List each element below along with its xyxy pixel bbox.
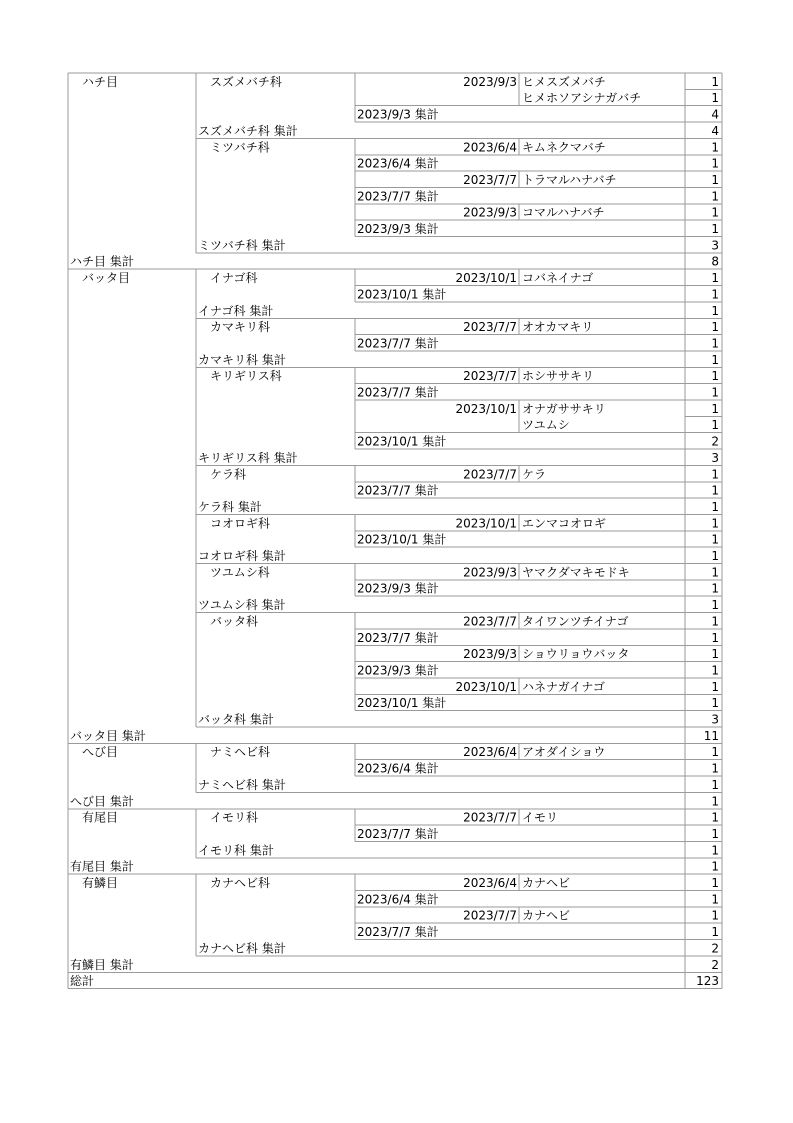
record-count: 1	[711, 91, 719, 106]
date-subtotal-label: 2023/7/7 集計	[357, 630, 439, 645]
family-total-count: 1	[711, 549, 719, 563]
record-count: 1	[711, 745, 719, 760]
date-subtotal-label: 2023/7/7 集計	[357, 189, 439, 204]
record-count: 1	[711, 679, 719, 694]
family-name: ミツバチ科	[210, 140, 270, 155]
family-name: スズメバチ科	[210, 74, 282, 89]
record-count: 1	[711, 876, 719, 890]
species-name: トラマルハナバチ	[522, 172, 617, 187]
family-name: コオロギ科	[210, 516, 271, 531]
order-total-count: 1	[711, 859, 719, 874]
date-subtotal-count: 1	[711, 663, 719, 678]
record-count: 1	[711, 810, 719, 825]
record-date: 2023/7/7	[463, 172, 517, 187]
record-date: 2023/6/4	[463, 745, 517, 760]
record-date: 2023/7/7	[463, 369, 517, 384]
record-date: 2023/10/1	[455, 679, 517, 694]
species-name: ヒメスズメバチ	[522, 74, 606, 89]
record-date: 2023/9/3	[463, 74, 517, 89]
order-total-label: 有鱗目 集計	[70, 957, 134, 972]
species-name: オオカマキリ	[522, 320, 594, 335]
species-name: エンマコオロギ	[522, 516, 607, 531]
date-subtotal-count: 1	[711, 761, 719, 776]
order-name: ハチ目	[82, 74, 119, 89]
record-count: 1	[711, 614, 719, 629]
date-subtotal-count: 1	[711, 581, 719, 596]
family-total-label: イナゴ科 集計	[198, 303, 274, 318]
date-subtotal-label: 2023/7/7 集計	[357, 925, 439, 940]
record-date: 2023/10/1	[455, 516, 517, 531]
family-name: イモリ科	[210, 810, 259, 825]
family-name: バッタ科	[210, 614, 259, 629]
order-name: へび目	[82, 745, 119, 760]
family-total-label: ツユムシ科 集計	[198, 598, 286, 613]
date-subtotal-label: 2023/7/7 集計	[357, 336, 439, 351]
family-name: カナヘビ科	[210, 876, 271, 890]
family-total-count: 1	[711, 843, 719, 858]
date-subtotal-label: 2023/9/3 集計	[357, 107, 439, 122]
record-date: 2023/9/3	[463, 205, 517, 220]
family-name: カマキリ科	[210, 320, 271, 335]
record-date: 2023/9/3	[463, 565, 517, 580]
family-total-label: ケラ科 集計	[198, 499, 262, 514]
family-name: ナミヘビ科	[210, 745, 271, 760]
species-name: ハネナガイナゴ	[522, 679, 605, 694]
record-date: 2023/9/3	[463, 647, 517, 662]
record-count: 1	[711, 369, 719, 384]
record-date: 2023/10/1	[455, 271, 517, 286]
species-name: ショウリョウバッタ	[522, 647, 630, 662]
order-total-label: へび目 集計	[70, 794, 134, 809]
family-total-count: 2	[711, 941, 719, 956]
family-total-label: キリギリス科 集計	[198, 450, 298, 465]
order-name: バッタ目	[82, 271, 131, 286]
date-subtotal-count: 1	[711, 336, 719, 351]
family-total-label: スズメバチ科 集計	[198, 123, 298, 138]
species-name: カナヘビ	[522, 876, 571, 890]
order-total-label: ハチ目 集計	[70, 254, 134, 269]
family-total-count: 3	[711, 712, 719, 727]
family-total-count: 3	[711, 238, 719, 253]
date-subtotal-label: 2023/10/1 集計	[357, 532, 447, 547]
record-count: 1	[711, 320, 719, 335]
record-date: 2023/10/1	[455, 401, 517, 416]
family-total-label: イモリ科 集計	[198, 843, 274, 858]
record-date: 2023/7/7	[463, 614, 517, 629]
date-subtotal-count: 1	[711, 696, 719, 711]
family-total-count: 3	[711, 450, 719, 465]
date-subtotal-label: 2023/9/3 集計	[357, 581, 439, 596]
order-total-count: 8	[711, 254, 719, 269]
record-count: 1	[711, 418, 719, 433]
record-date: 2023/7/7	[463, 467, 517, 482]
order-total-count: 2	[711, 957, 719, 972]
species-name: ツユムシ	[522, 418, 570, 433]
date-subtotal-count: 1	[711, 483, 719, 498]
record-date: 2023/6/4	[463, 140, 517, 155]
date-subtotal-count: 1	[711, 630, 719, 645]
date-subtotal-label: 2023/9/3 集計	[357, 222, 439, 236]
date-subtotal-label: 2023/7/7 集計	[357, 385, 439, 400]
species-name: ヒメホソアシナガバチ	[522, 91, 642, 106]
family-total-count: 1	[711, 499, 719, 514]
family-total-count: 1	[711, 777, 719, 792]
family-total-label: コオロギ科 集計	[198, 549, 286, 563]
family-total-label: カナヘビ科 集計	[198, 941, 286, 956]
family-total-label: バッタ科 集計	[198, 712, 274, 727]
date-subtotal-count: 1	[711, 385, 719, 400]
record-count: 1	[711, 140, 719, 155]
grand-total-label: 総計	[70, 974, 95, 989]
family-total-label: カマキリ科 集計	[198, 352, 286, 367]
date-subtotal-count: 1	[711, 532, 719, 547]
species-name: コマルハナバチ	[522, 205, 605, 220]
record-count: 1	[711, 172, 719, 187]
date-subtotal-count: 1	[711, 892, 719, 907]
date-subtotal-count: 1	[711, 156, 719, 171]
record-count: 1	[711, 908, 719, 923]
species-name: ホシササキリ	[522, 369, 595, 384]
grand-total-count: 123	[696, 974, 719, 989]
species-name: カナヘビ	[522, 908, 571, 923]
family-name: ケラ科	[210, 467, 247, 482]
species-name: コバネイナゴ	[522, 271, 594, 286]
date-subtotal-label: 2023/10/1 集計	[357, 287, 447, 302]
species-name: ケラ	[522, 467, 547, 482]
family-total-count: 4	[711, 123, 719, 138]
record-count: 1	[711, 74, 719, 89]
date-subtotal-count: 1	[711, 826, 719, 841]
record-count: 1	[711, 467, 719, 482]
date-subtotal-label: 2023/7/7 集計	[357, 483, 439, 498]
species-name: イモリ	[522, 810, 559, 825]
date-subtotal-label: 2023/10/1 集計	[357, 434, 447, 449]
record-count: 1	[711, 205, 719, 220]
species-name: キムネクマバチ	[522, 140, 606, 155]
date-subtotal-label: 2023/6/4 集計	[357, 156, 439, 171]
record-date: 2023/6/4	[463, 876, 517, 890]
species-name: タイワンツチイナゴ	[522, 614, 629, 629]
record-date: 2023/7/7	[463, 810, 517, 825]
record-date: 2023/7/7	[463, 320, 517, 335]
date-subtotal-count: 2	[711, 434, 719, 449]
family-total-label: ミツバチ科 集計	[198, 238, 286, 253]
date-subtotal-label: 2023/6/4 集計	[357, 892, 439, 907]
record-count: 1	[711, 647, 719, 662]
date-subtotal-label: 2023/9/3 集計	[357, 663, 439, 678]
family-name: ツユムシ科	[210, 565, 270, 580]
record-count: 1	[711, 271, 719, 286]
family-name: イナゴ科	[210, 271, 258, 286]
family-total-count: 1	[711, 352, 719, 367]
family-total-label: ナミヘビ科 集計	[198, 777, 286, 792]
species-name: オナガササキリ	[522, 401, 606, 416]
date-subtotal-count: 1	[711, 189, 719, 204]
family-total-count: 1	[711, 303, 719, 318]
date-subtotal-count: 1	[711, 287, 719, 302]
date-subtotal-label: 2023/10/1 集計	[357, 696, 447, 711]
record-date: 2023/7/7	[463, 908, 517, 923]
order-name: 有尾目	[82, 810, 119, 825]
date-subtotal-count: 4	[711, 107, 719, 122]
date-subtotal-label: 2023/6/4 集計	[357, 761, 439, 776]
date-subtotal-count: 1	[711, 925, 719, 940]
order-total-label: 有尾目 集計	[70, 859, 134, 874]
order-total-count: 1	[711, 794, 719, 809]
record-count: 1	[711, 516, 719, 531]
order-total-count: 11	[703, 728, 719, 743]
record-count: 1	[711, 565, 719, 580]
date-subtotal-label: 2023/7/7 集計	[357, 826, 439, 841]
family-name: キリギリス科	[210, 369, 282, 384]
species-name: アオダイショウ	[522, 745, 606, 760]
record-count: 1	[711, 401, 719, 416]
order-name: 有鱗目	[82, 876, 119, 890]
family-total-count: 1	[711, 598, 719, 613]
species-name: ヤマクダマキモドキ	[522, 565, 630, 580]
date-subtotal-count: 1	[711, 222, 719, 236]
order-total-label: バッタ目 集計	[70, 728, 146, 743]
